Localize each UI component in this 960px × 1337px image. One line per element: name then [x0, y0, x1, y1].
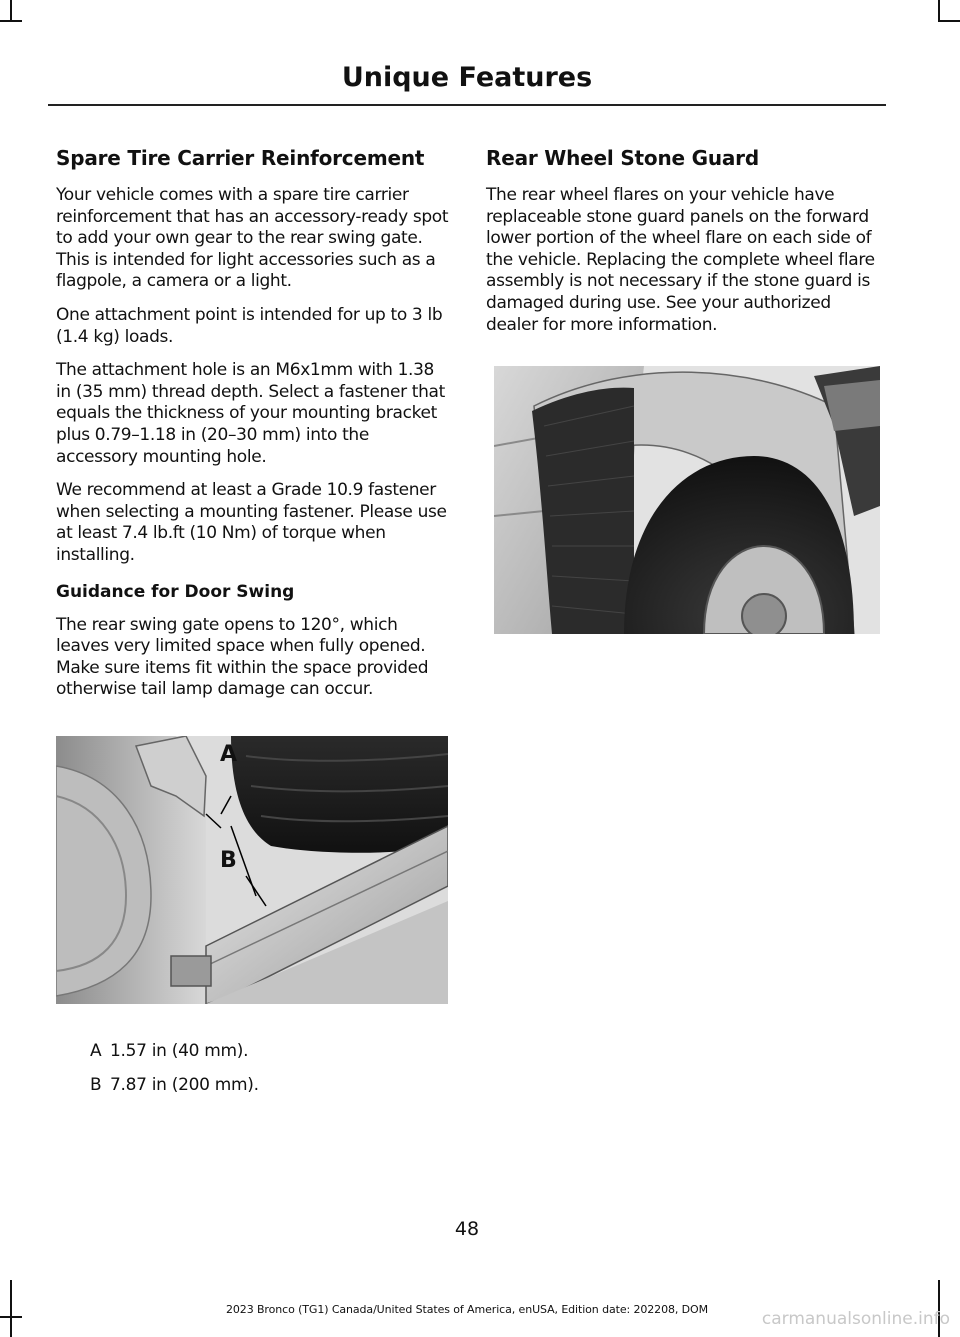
legend-key: B	[90, 1075, 102, 1095]
page-number: 48	[454, 1218, 480, 1240]
paragraph: The rear swing gate opens to 120°, which leaves very limited space when fully opened. Make sure items fit within the space provided otherwise tail lamp damage can occur.	[56, 614, 429, 700]
watermark: carmanualsonline.info	[761, 1309, 950, 1329]
paragraph: The attachment hole is an M6x1mm with 1.38 in (35 mm) thread depth. Select a fastener that equals the thickness of your mounting bracket plus 0.79–1.18 in (20–30 mm) into the accessory mounting hole.	[56, 360, 445, 467]
legend-value: 1.57 in (40 mm).	[110, 1041, 249, 1061]
rear-wheel-illustration	[494, 366, 880, 634]
swing-gate-drawing	[56, 736, 448, 1004]
rear-wheel-drawing	[494, 366, 880, 634]
paragraph: One attachment point is intended for up to 3 lb (1.4 kg) loads.	[56, 304, 443, 347]
crop-mark	[0, 20, 22, 22]
crop-mark	[0, 1316, 22, 1318]
paragraph: The rear wheel flares on your vehicle have replaceable stone guard panels on the forward lower portion of the wheel flare on each side of the vehicle. Replacing the complete wheel flare assembly is not necessary if the stone guard is damaged during use. See your authorized dealer for more information.	[486, 185, 875, 335]
subsection-title-door-swing: Guidance for Door Swing	[56, 581, 295, 602]
figure-legend	[56, 1040, 450, 1108]
crop-mark	[10, 0, 12, 22]
legend-value: 7.87 in (200 mm).	[110, 1075, 259, 1095]
paragraph: We recommend at least a Grade 10.9 fastener when selecting a mounting fastener. Please use at least 7.4 lb.ft (10 Nm) of torque when installing.	[56, 480, 447, 565]
left-column	[56, 143, 450, 713]
crop-mark	[938, 20, 960, 22]
figure-label-a: A	[220, 742, 238, 767]
legend-key: A	[90, 1041, 102, 1061]
swing-gate-illustration	[56, 736, 448, 1004]
right-column	[486, 143, 880, 348]
section-title-stone-guard: Rear Wheel Stone Guard	[486, 146, 759, 170]
legend-row	[56, 1074, 450, 1096]
legend-row	[56, 1040, 450, 1062]
page-header-title: Unique Features	[341, 62, 593, 93]
section-title-spare-tire: Spare Tire Carrier Reinforcement	[56, 146, 425, 170]
header-divider	[48, 104, 886, 106]
crop-mark	[938, 0, 940, 22]
paragraph: Your vehicle comes with a spare tire carrier reinforcement that has an accessory-ready spot to add your own gear to the rear swing gate. This is intended for light accessories such as a flagpole, a camera or a light.	[56, 185, 449, 292]
figure-label-b: B	[220, 848, 237, 873]
edition-footer: 2023 Bronco (TG1) Canada/United States of America, enUSA, Edition date: 202208, DOM	[226, 1303, 708, 1316]
